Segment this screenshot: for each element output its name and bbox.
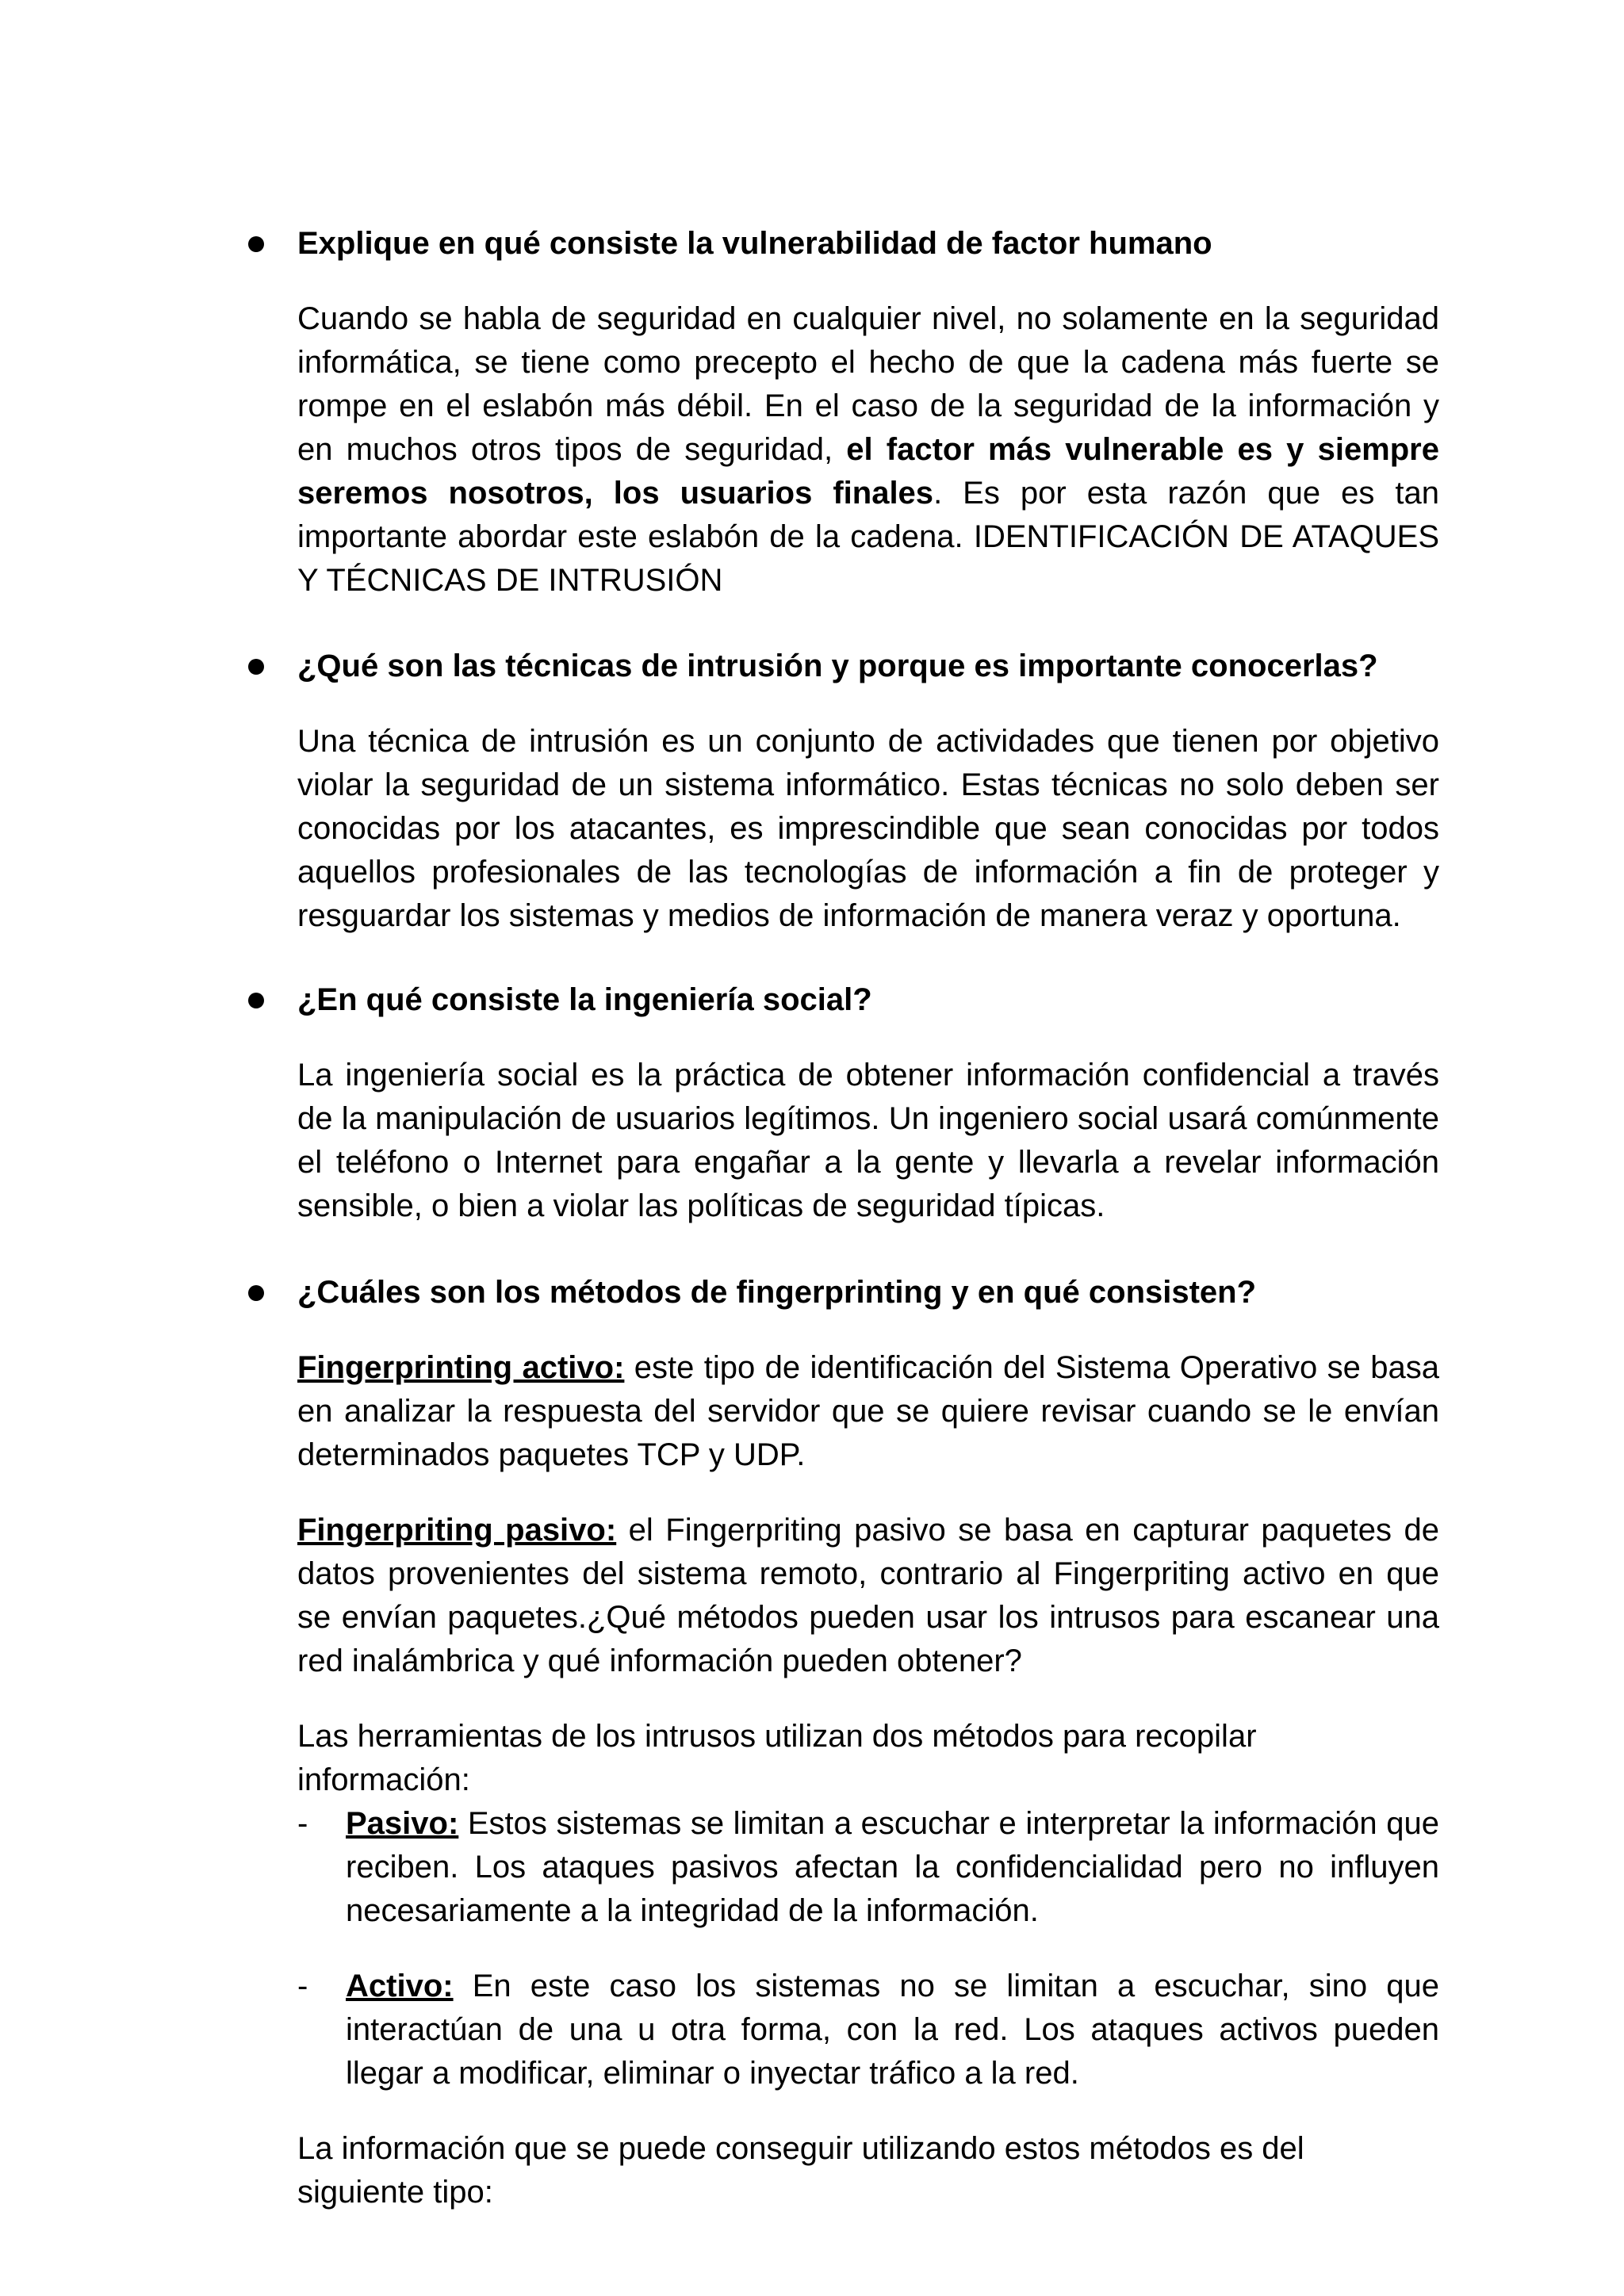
method-text: Estos sistemas se limitan a escuchar e interpretar la información que reciben. Los ataques pasivos afectan la confidencialidad pero no influyen necesariamente a la integridad de la información. [346, 1806, 1439, 1928]
question-heading: ¿Cuáles son los métodos de fingerprinting y en qué consisten? [297, 1275, 1257, 1310]
fingerprinting-passive-paragraph [297, 1509, 1439, 1683]
methods-intro: Las herramientas de los intrusos utilizan dos métodos para recopilar información: [297, 1719, 1257, 1797]
method-item [346, 1802, 1439, 1933]
term-label: Fingerprinting activo: [297, 1350, 625, 1385]
question-heading: ¿En qué consiste la ingeniería social? [297, 982, 872, 1017]
method-item [346, 1965, 1439, 2095]
answer-paragraph: Una técnica de intrusión es un conjunto de actividades que tienen por objetivo violar la seguridad de un sistema informático. Estas técnicas no solo deben ser conocidas por los atacantes, es imprescindible que sean conocidas por todos aquellos profesionales de las tecnologías de información a fin de proteger y resguardar los sistemas y medios de información de manera veraz y oportuna. [297, 724, 1439, 933]
term-definition: este tipo de identificación del Sistema Operativo se basa en analizar la respuesta del servidor que se quiere revisar cuando se le envían determinados paquetes TCP y UDP. [297, 1350, 1439, 1472]
bullet-icon [248, 993, 264, 1008]
answer-emphasis: el factor más vulnerable es y siempre seremos nosotros, los usuarios finales [297, 432, 1439, 511]
methods-outro: La información que se puede conseguir utilizando estos métodos es del siguiente tipo: [297, 2131, 1304, 2210]
question-heading: Explique en qué consiste la vulnerabilidad de factor humano [297, 226, 1212, 261]
bullet-icon [248, 659, 264, 675]
method-text: En este caso los sistemas no se limitan a escuchar, sino que interactúan de una u otra forma, con la red. Los ataques activos pueden llegar a modificar, eliminar o inyectar tráfico a la red. [346, 1969, 1439, 2091]
bullet-icon [248, 236, 264, 252]
list-dash: - [297, 1806, 308, 1841]
list-dash: - [297, 1969, 308, 2003]
term-definition: el Fingerpriting pasivo se basa en capturar paquetes de datos provenientes del sistema remoto, contrario al Fingerpriting activo en que se envían paquetes.¿Qué métodos pueden usar los intrusos para escanear una red inalámbrica y qué información pueden obtener? [297, 1513, 1440, 1678]
answer-text: . Es por esta razón que es tan importante abordar este eslabón de la cadena. IDENTIFICACIÓN DE ATAQUES Y TÉCNICAS DE INTRUSIÓN [297, 476, 1439, 598]
answer-paragraph [297, 297, 1439, 603]
method-label: Pasivo: [346, 1806, 459, 1841]
fingerprinting-active-paragraph [297, 1346, 1439, 1477]
term-label: Fingerpriting pasivo: [297, 1513, 617, 1548]
bullet-icon [248, 1285, 264, 1301]
answer-paragraph: La ingeniería social es la práctica de obtener información confidencial a través de la manipulación de usuarios legítimos. Un ingeniero social usará comúnmente el teléfono o Internet para engañar a la gente y llevarla a revelar información sensible, o bien a violar las políticas de seguridad típicas. [297, 1058, 1439, 1223]
question-heading: ¿Qué son las técnicas de intrusión y porque es importante conocerlas? [297, 649, 1378, 683]
answer-text: Cuando se habla de seguridad en cualquier nivel, no solamente en la seguridad informática, se tiene como precepto el hecho de que la cadena más fuerte se rompe en el eslabón más débil. En el caso de la seguridad de la información y en muchos otros tipos de seguridad, [297, 301, 1439, 467]
method-label: Activo: [346, 1969, 454, 2003]
